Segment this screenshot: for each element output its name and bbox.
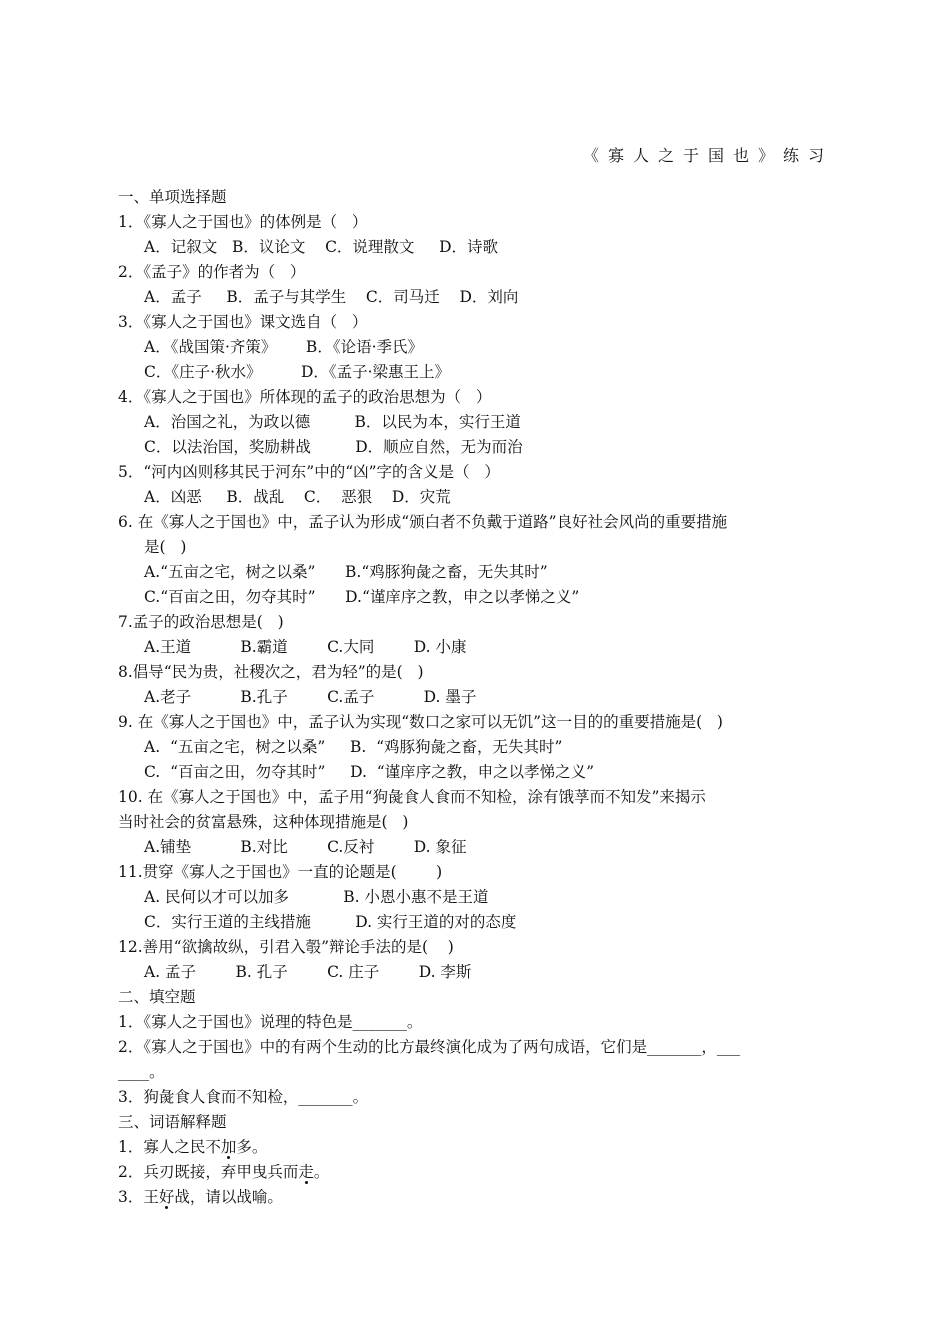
question-text: 7.孟子的政治思想是( ) — [118, 613, 284, 631]
question-text: 4．《寡人之于国也》所体现的孟子的政治思想为（ ） — [118, 388, 492, 406]
emphasis-dot: 好 — [158, 1188, 175, 1206]
question-text: 3．王好战，请以战喻。 — [118, 1188, 283, 1206]
answer-options: A.铺垫 B.对比 C.反衬 D. 象征 — [144, 838, 467, 856]
answer-options: C. “百亩之田，勿夺其时” D. “谨庠序之教，申之以孝悌之义” — [144, 763, 595, 781]
question-text: 8.倡导“民为贵，社稷次之，君为轻”的是( ) — [118, 663, 424, 681]
question-text: 3．狗彘食人食而不知检，_______。 — [118, 1088, 369, 1106]
document-body — [118, 185, 833, 1210]
answer-options: A．记叙文 B．议论文 C．说理散文 D．诗歌 — [144, 238, 498, 256]
question-text: 2．《寡人之于国也》中的有两个生动的比方最终演化成为了两句成语，它们是_______，___ — [118, 1038, 741, 1056]
question-text: 6. 在《寡人之于国也》中，孟子认为形成“颁白者不负戴于道路”良好社会风尚的重要措施 — [118, 513, 728, 531]
question-text: 2．兵刃既接，弃甲曳兵而走。 — [118, 1163, 330, 1181]
answer-options: A．孟子 B．孟子与其学生 C．司马迁 D．刘向 — [144, 288, 519, 306]
emphasis-dot: 加 — [220, 1138, 237, 1156]
question-text: 2．《孟子》的作者为（ ） — [118, 263, 306, 281]
question-text: ____。 — [118, 1063, 165, 1081]
question-text: 9. 在《寡人之于国也》中，孟子认为实现“数口之家可以无饥”这一目的的重要措施是( ) — [118, 713, 723, 731]
question-text: 5．“河内凶则移其民于河东”中的“凶”字的含义是（ ） — [118, 463, 500, 481]
answer-options: 是( ) — [144, 538, 187, 556]
answer-options: C．《庄子·秋水》 D．《孟子·梁惠王上》 — [144, 363, 451, 381]
section-heading: 三、词语解释题 — [118, 1113, 227, 1131]
question-text: 3．《寡人之于国也》课文选自（ ） — [118, 313, 368, 331]
answer-options: A．《战国策·齐策》 B．《论语·季氏》 — [144, 338, 424, 356]
answer-options: A. 孟子 B. 孔子 C. 庄子 D. 李斯 — [144, 963, 472, 981]
question-text: 10. 在《寡人之于国也》中，孟子用“狗彘食人食而不知检，涂有饿莩而不知发”来揭示 — [118, 788, 706, 806]
answer-options: A．凶恶 B．战乱 C． 恶狠 D．灾荒 — [144, 488, 451, 506]
answer-options: C．以法治国，奖励耕战 D．顺应自然，无为而治 — [144, 438, 523, 456]
answer-options: A. “五亩之宅，树之以桑” B. “鸡豚狗彘之畜，无失其时” — [144, 738, 563, 756]
answer-options: A. 民何以才可以加多 B. 小恩小惠不是王道 — [144, 888, 489, 906]
answer-options: C.“百亩之田，勿夺其时” D.“谨庠序之教，申之以孝悌之义” — [144, 588, 580, 606]
question-text: 当时社会的贫富悬殊，这种体现措施是( ) — [118, 813, 409, 831]
question-text: 11.贯穿《寡人之于国也》一直的论题是( ) — [118, 863, 443, 881]
question-text: 1．《寡人之于国也》说理的特色是_______。 — [118, 1013, 423, 1031]
answer-options: A.老子 B.孔子 C.孟子 D. 墨子 — [144, 688, 477, 706]
document-page — [118, 145, 833, 1210]
section-heading: 二、填空题 — [118, 988, 196, 1006]
document-title: 《寡人之于国也》练习 — [582, 146, 833, 165]
emphasis-dot: 走 — [298, 1163, 314, 1181]
answer-options: A.王道 B.霸道 C.大同 D. 小康 — [144, 638, 467, 656]
question-text: 12.善用“欲擒故纵，引君入彀”辩论手法的是( ) — [118, 938, 454, 956]
question-text: 1．《寡人之于国也》的体例是（ ） — [118, 213, 368, 231]
answer-options: A.“五亩之宅，树之以桑” B.“鸡豚狗彘之畜，无失其时” — [144, 563, 548, 581]
answer-options: C．实行王道的主线措施 D. 实行王道的对的态度 — [144, 913, 517, 931]
answer-options: A．治国之礼，为政以德 B．以民为本，实行王道 — [144, 413, 521, 431]
section-heading: 一、单项选择题 — [118, 188, 227, 206]
question-text: 1．寡人之民不加多。 — [118, 1138, 268, 1156]
